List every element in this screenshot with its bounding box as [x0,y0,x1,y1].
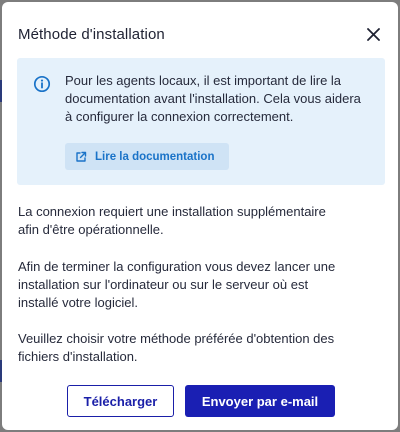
modal-title: Méthode d'installation [18,25,165,43]
info-text: Pour les agents locaux, il est important de lire la documentation avant l'installation. Cela vous aidera à configurer la connexion correctement. [65,73,361,124]
paragraph-instructions: Afin de terminer la configuration vous devez lancer une installation sur l'ordinateur ou sur le serveur où est installé votre logiciel. [18,259,336,310]
external-link-icon [75,151,87,163]
installation-method-modal [2,2,398,430]
download-button[interactable]: Télécharger [67,385,174,417]
info-box [17,58,385,185]
paragraph-requirement: La connexion requiert une installation supplémentaire afin d'être opérationnelle. [18,204,326,237]
modal-header [18,22,386,46]
read-documentation-button[interactable] [65,143,229,170]
send-by-email-button[interactable]: Envoyer par e-mail [185,385,335,417]
read-documentation-label: Lire la documentation [95,150,215,163]
close-button[interactable] [362,23,384,45]
info-icon [33,75,51,93]
close-icon [367,28,380,41]
paragraph-choose-method: Veuillez choisir votre méthode préférée d'obtention des fichiers d'installation. [18,331,335,364]
